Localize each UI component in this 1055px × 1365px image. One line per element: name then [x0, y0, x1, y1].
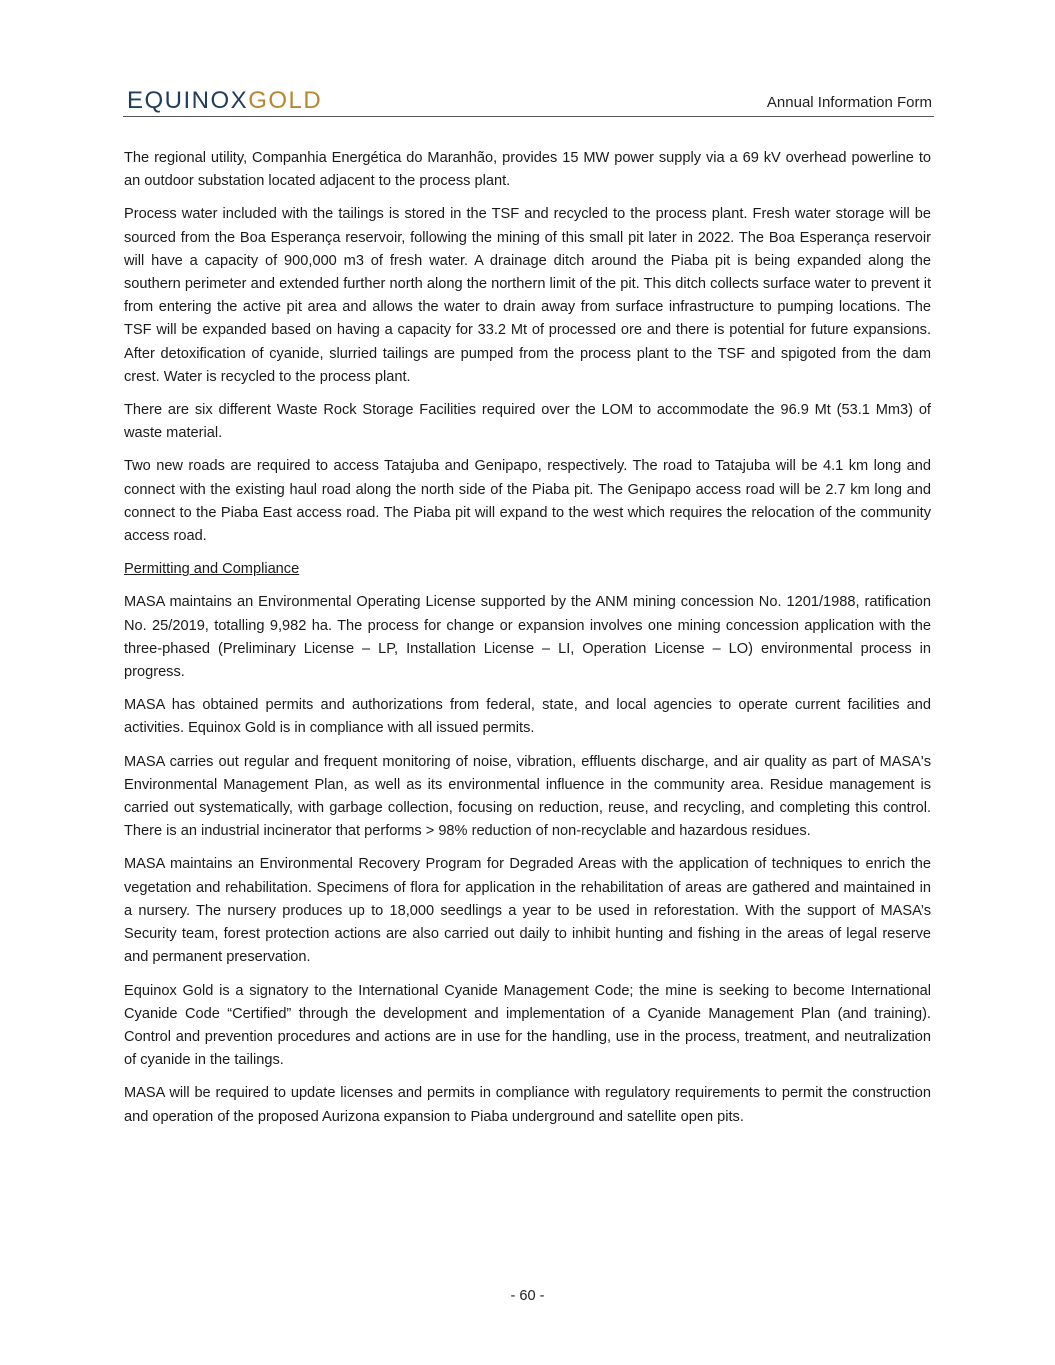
section-heading-permitting: Permitting and Compliance	[124, 561, 300, 578]
paragraph-process-water: Process water included with the tailings is stored in the TSF and recycled to the process plant. Fresh water storage will be sourced from the Boa Esperança reservoir, following the mining of this small pit later in 2022. The Boa Esperança reservoir will have a capacity of 900,000 m3 of fresh water. A drainage ditch around the Piaba pit is being expanded along the southern perimeter and extended further north along the northern limit of the pit. This ditch collects surface water to prevent it from entering the active pit area and allows the water to drain away from surface infrastructure to pumping locations. The TSF will be expanded based on having a capacity for 33.2 Mt of processed ore and there is potential for future expansions. After detoxification of cyanide, slurried tailings are pumped from the process plant to the TSF and spigoted from the dam crest. Water is recycled to the process plant.	[124, 206, 931, 385]
paragraph-permits: MASA has obtained permits and authorizations from federal, state, and local agencies to operate current facilities and activities. Equinox Gold is in compliance with all issued permits.	[124, 697, 931, 737]
paragraph-roads: Two new roads are required to access Tatajuba and Genipapo, respectively. The road to Tatajuba will be 4.1 km long and connect with the existing haul road along the north side of the Piaba pit. The Genipapo access road will be 2.7 km long and connect to the Piaba East access road. The Piaba pit will expand to the west which requires the relocation of the community access road.	[124, 458, 931, 545]
logo-text-gold: GOLD	[248, 87, 323, 114]
paragraph-cyanide-code: Equinox Gold is a signatory to the International Cyanide Management Code; the mine is seeking to become International Cyanide Code “Certified” through the development and implementation of a Cyanide Management Plan (and training). Control and prevention procedures and actions are in use for the handling, use in the process, treatment, and neutralization of cyanide in the tailings.	[124, 982, 931, 1069]
paragraph-power-supply: The regional utility, Companhia Energética do Maranhão, provides 15 MW power supply via a 69 kV overhead powerline to an outdoor substation located adjacent to the process plant.	[124, 150, 931, 190]
logo-text-equinox: EQUINOX	[127, 87, 249, 114]
document-type-label: Annual Information Form	[766, 94, 932, 111]
paragraph-monitoring: MASA carries out regular and frequent monitoring of noise, vibration, effluents discharge, and air quality as part of MASA's Environmental Management Plan, as well as its environmental influence in the community area. Residue management is carried out systematically, with garbage collection, focusing on reduction, reuse, and recycling, and completing this control. There is an industrial incinerator that performs > 98% reduction of non-recyclable and hazardous residues.	[124, 753, 931, 840]
paragraph-licenses-update: MASA will be required to update licenses and permits in compliance with regulatory requirements to permit the construction and operation of the proposed Aurizona expansion to Piaba underground and satellite open pits.	[124, 1085, 931, 1125]
page-body	[124, 147, 931, 1139]
paragraph-recovery-program: MASA maintains an Environmental Recovery Program for Degraded Areas with the application of techniques to enrich the vegetation and rehabilitation. Specimens of flora for application in the rehabilitation of areas are gathered and maintained in a nursery. The nursery produces up to 18,000 seedlings a year to be used in reforestation. With the support of MASA’s Security team, forest protection actions are also carried out daily to inhibit hunting and fishing in the areas of legal reserve and permanent preservation.	[124, 856, 931, 966]
paragraph-operating-license: MASA maintains an Environmental Operating License supported by the ANM mining concession No. 1201/1988, ratification No. 25/2019, totalling 9,982 ha. The process for change or expansion involves one mining concession application with the three-phased (Preliminary License – LP, Installation License – LI, Operation License – LO) environmental process in progress.	[124, 594, 931, 681]
equinox-gold-logo	[127, 88, 322, 114]
paragraph-waste-rock: There are six different Waste Rock Storage Facilities required over the LOM to accommodate the 96.9 Mt (53.1 Mm3) of waste material.	[124, 402, 931, 442]
page-header	[123, 86, 934, 117]
page-number: - 60 -	[510, 1288, 545, 1304]
